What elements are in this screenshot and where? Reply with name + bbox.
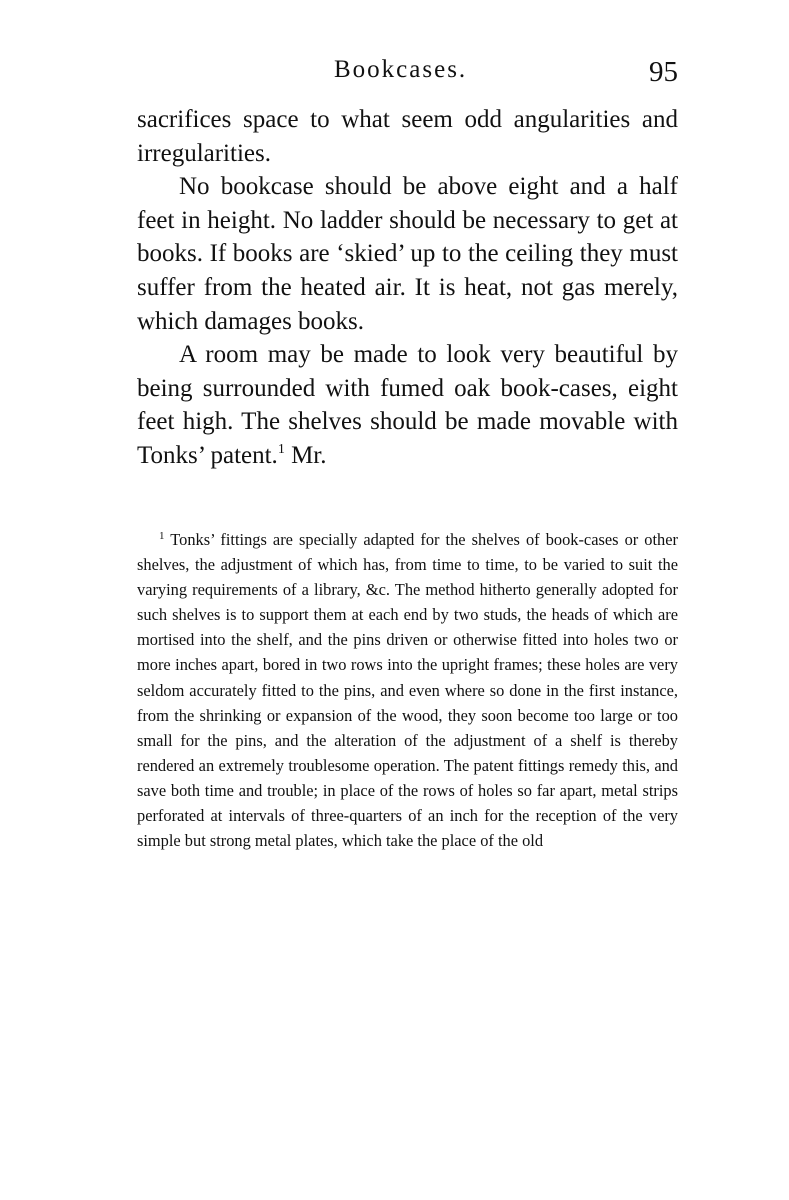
body-text xyxy=(137,103,678,473)
paragraph-oak-bookcases xyxy=(137,338,678,472)
footnote xyxy=(137,527,678,853)
paragraph-oak-bookcases-tail: Mr. xyxy=(284,441,327,469)
page-number: 95 xyxy=(649,56,678,88)
footnote-paragraph xyxy=(137,527,678,853)
running-title: Bookcases. xyxy=(334,56,468,83)
footnote-reference: 1 xyxy=(277,441,285,457)
footnote-text: Tonks’ fittings are specially adapted for the shelves of book-cases or other shelves, the adjustment of which has, from time to time, to be varied to suit the varying requirements of a library, &c. The method hitherto generally adopted for such shelves is to support them at each end by two studs, the heads of which are mortised into the shelf, and the pins driven or otherwise fitted into holes two or more inches apart, bored in two rows into the upright frames; these holes are very seldom accurately fitted to the pins, and even where so done in the first instance, from the shrinking or expansion of the wood, they soon become too large or too small for the pins, and the alteration of the adjustment of a shelf is thereby rendered an extremely troublesome operation. The patent fittings remedy this, and save both time and trouble; in place of the rows of holes so far apart, metal strips perforated at intervals of three-quarters of an inch for the reception of the very simple but strong metal plates, which take the place of the old xyxy=(137,530,678,851)
running-head xyxy=(137,52,682,96)
paragraph-continued: sacrifices space to what seem odd angularities and irregularities. xyxy=(137,106,678,167)
footnote-marker: 1 xyxy=(159,530,165,542)
paragraph-oak-bookcases-text: A room may be made to look very beautiful by being surrounded with fumed oak book-cases, eight feet high. The shelves should be made movable with Tonks’ patent. xyxy=(137,341,678,469)
paragraph-bookcase-height: No bookcase should be above eight and a half feet in height. No ladder should be necessary to get at books. If books are ‘skied’ up to the ceiling they must suffer from the heated air. It is heat, not gas merely, which damages books. xyxy=(137,173,678,335)
